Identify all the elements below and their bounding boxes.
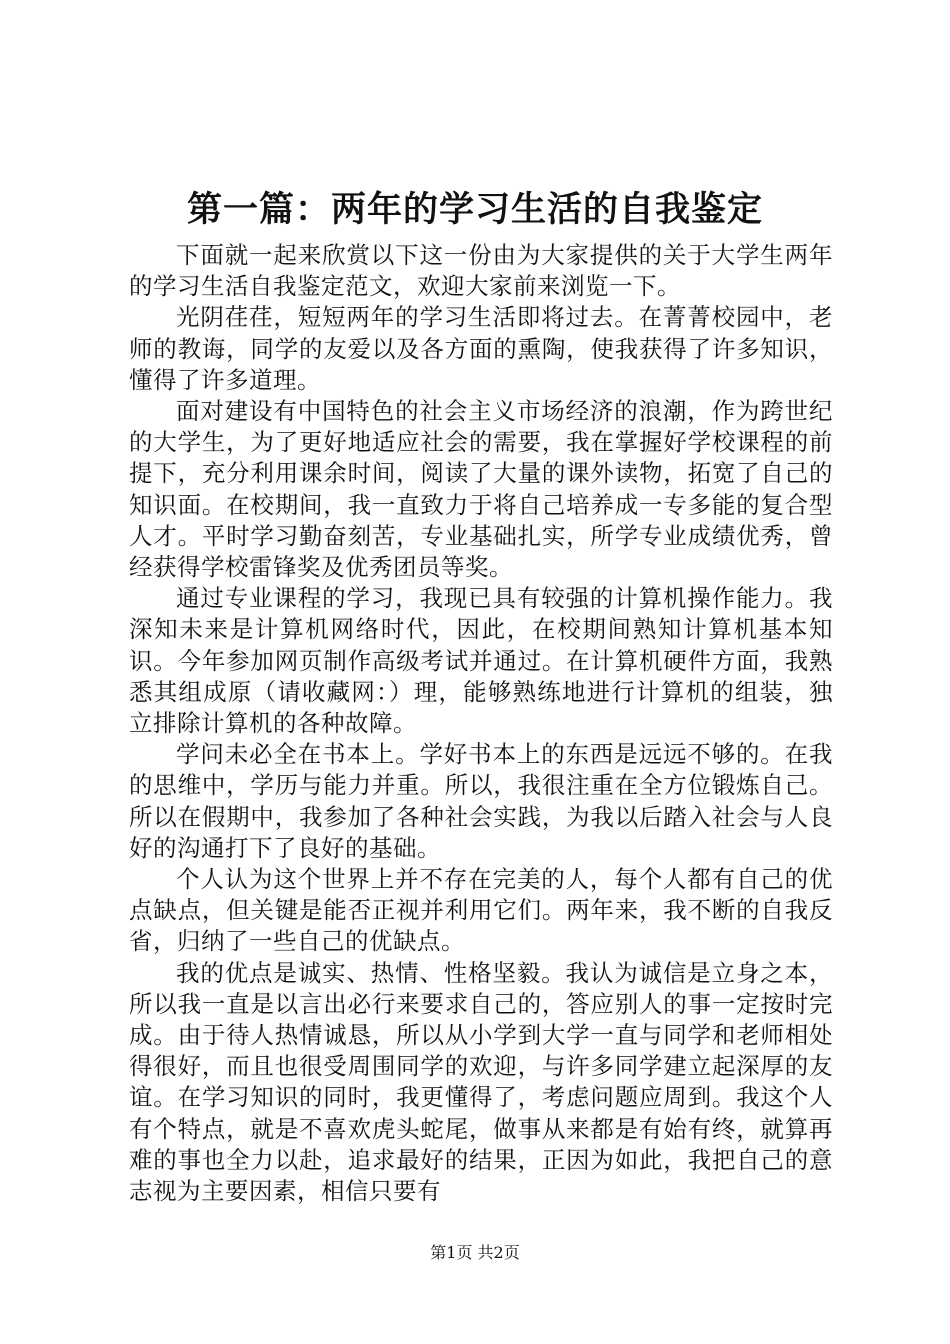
paragraph-6: 个人认为这个世界上并不存在完美的人，每个人都有自己的优点缺点，但关键是能否正视并利用它们。两年来，我不断的自我反省，归纳了一些自己的优缺点。: [129, 865, 833, 956]
paragraph-5: 学问未必全在书本上。学好书本上的东西是远远不够的。在我的思维中，学历与能力并重。所以，我很注重在全方位锻炼自己。所以在假期中，我参加了各种社会实践，为我以后踏入社会与人良好的沟通打下了良好的基础。: [129, 740, 833, 862]
paragraph-3: 面对建设有中国特色的社会主义市场经济的浪潮，作为跨世纪的大学生，为了更好地适应社会的需要，我在掌握好学校课程的前提下，充分利用课余时间，阅读了大量的课外读物，拓宽了自己的知识面。在校期间，我一直致力于将自己培养成一专多能的复合型人才。平时学习勤奋刻苦，专业基础扎实，所学专业成绩优秀，曾经获得学校雷锋奖及优秀团员等奖。: [129, 397, 833, 582]
document-body: [129, 240, 833, 1207]
page-number-footer: 第1页 共2页: [430, 1243, 520, 1262]
paragraph-2: 光阴荏荏，短短两年的学习生活即将过去。在菁菁校园中，老师的教诲，同学的友爱以及各方面的熏陶，使我获得了许多知识，懂得了许多道理。: [129, 303, 833, 394]
document-title: 第一篇：两年的学习生活的自我鉴定: [186, 189, 763, 230]
paragraph-4: 通过专业课程的学习，我现已具有较强的计算机操作能力。我深知未来是计算机网络时代，因此，在校期间熟知计算机基本知识。今年参加网页制作高级考试并通过。在计算机硬件方面，我熟悉其组成原（请收藏网：）理，能够熟练地进行计算机的组装，独立排除计算机的各种故障。: [129, 584, 833, 738]
paragraph-1: 下面就一起来欣赏以下这一份由为大家提供的关于大学生两年的学习生活自我鉴定范文，欢迎大家前来浏览一下。: [129, 241, 833, 301]
paragraph-7: 我的优点是诚实、热情、性格坚毅。我认为诚信是立身之本，所以我一直是以言出必行来要求自己的，答应别人的事一定按时完成。由于待人热情诚恳，所以从小学到大学一直与同学和老师相处得很好，而且也很受周围同学的欢迎，与许多同学建立起深厚的友谊。在学习知识的同时，我更懂得了，考虑问题应周到。我这个人有个特点，就是不喜欢虎头蛇尾，做事从来都是有始有终，就算再难的事也全力以赴，追求最好的结果，正因为如此，我把自己的意志视为主要因素，相信只要有: [129, 958, 833, 1206]
